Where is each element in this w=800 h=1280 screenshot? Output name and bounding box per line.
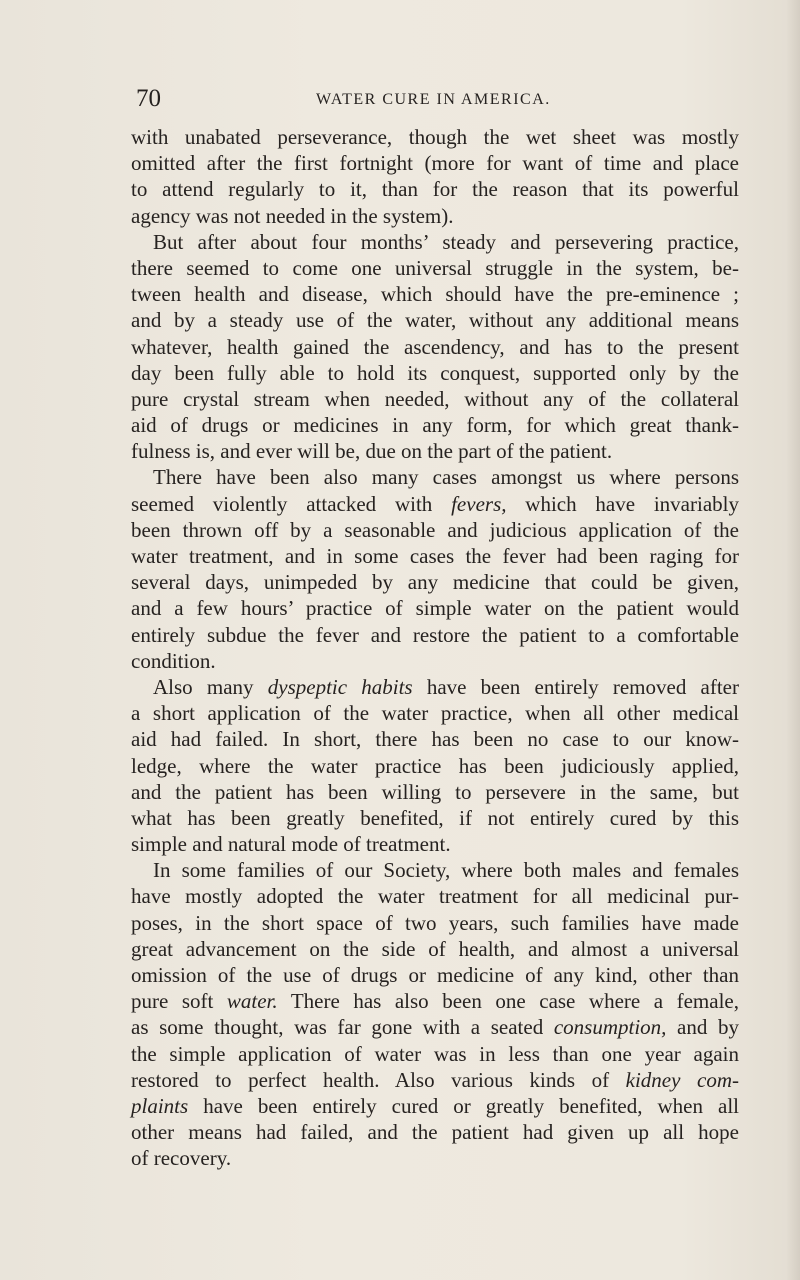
text-line: poses, in the short space of two years, such families have made — [131, 910, 739, 935]
text-line: other means had failed, and the patient had given up all hope — [131, 1120, 739, 1145]
paragraph-start-line: But after about four months’ steady and persevering practice, — [153, 229, 739, 254]
italic-term: plaints — [131, 1093, 189, 1118]
text-line: there seemed to come one universal struggle in the system, be- — [131, 255, 739, 280]
text-line: with unabated perseverance, though the wet sheet was mostly — [131, 125, 739, 149]
page-header — [136, 84, 736, 114]
italic-term: fevers, — [451, 491, 507, 516]
body-text — [131, 124, 739, 1172]
italic-term: water. — [226, 989, 278, 1014]
text-line: and a few hours’ practice of simple water on the patient would — [131, 596, 739, 621]
page-edge-shadow — [786, 0, 800, 1280]
page-number: 70 — [136, 85, 161, 112]
running-head: WATER CURE IN AMERICA. — [316, 91, 551, 108]
text-line: been thrown off by a seasonable and judicious application of the — [131, 517, 739, 542]
text-line: aid had failed. In short, there has been no case to our know- — [131, 727, 739, 752]
text-line: and by a steady use of the water, without any additional means — [131, 308, 739, 333]
text-line: what has been greatly benefited, if not entirely cured by this — [131, 805, 739, 830]
text-line: to attend regularly to it, than for the reason that its powerful — [131, 177, 739, 202]
paragraph-start-line: Also many dyspeptic habits have been entirely removed after — [153, 674, 739, 699]
text-line: pure crystal stream when needed, without any of the collateral — [131, 386, 739, 411]
text-line: several days, unimpeded by any medicine that could be given, — [131, 570, 739, 595]
text-line: aid of drugs or medicines in any form, for which great thank- — [131, 413, 739, 438]
text-line: the simple application of water was in less than one year again — [131, 1041, 739, 1066]
text-line: entirely subdue the fever and restore the patient to a comfortable — [131, 622, 739, 647]
text-line: restored to perfect health. Also various kinds of kidney com- — [131, 1067, 739, 1092]
text-line: great advancement on the side of health, and almost a universal — [131, 936, 739, 961]
paragraph-start-line: In some families of our Society, where both males and females — [153, 858, 739, 883]
text-line: and the patient has been willing to persevere in the same, but — [131, 779, 739, 804]
text-line: pure soft water. There has also been one case where a female, — [131, 989, 739, 1014]
text-line: day been fully able to hold its conquest, supported only by the — [131, 360, 739, 385]
italic-term: dyspeptic habits — [267, 674, 413, 699]
italic-term: consumption, — [553, 1015, 667, 1040]
text-line: water treatment, and in some cases the fever had been raging for — [131, 544, 739, 568]
text-line: fulness is, and ever will be, due on the part of the patient. — [131, 439, 613, 464]
text-line: plaints have been entirely cured or greatly benefited, when all — [131, 1093, 739, 1118]
text-line: tween health and disease, which should have the pre-eminence ; — [131, 282, 739, 307]
italic-term: kidney com- — [625, 1067, 739, 1092]
text-line: agency was not needed in the system). — [131, 203, 454, 228]
text-line: condition. — [131, 648, 216, 673]
paragraph-start-line: There have been also many cases amongst us where persons — [153, 465, 739, 490]
text-line: simple and natural mode of treatment. — [131, 832, 451, 857]
text-line: ledge, where the water practice has been judiciously applied, — [131, 753, 739, 778]
text-line: seemed violently attacked with fevers, which have invariably — [131, 491, 739, 516]
text-line: omitted after the first fortnight (more for want of time and place — [131, 151, 739, 176]
text-line: have mostly adopted the water treatment for all medicinal pur- — [131, 884, 739, 909]
text-line: of recovery. — [131, 1146, 232, 1171]
text-line: as some thought, was far gone with a seated consumption, and by — [131, 1015, 739, 1040]
text-line: omission of the use of drugs or medicine of any kind, other than — [131, 963, 739, 987]
text-line: a short application of the water practice, when all other medical — [131, 701, 739, 726]
text-line: whatever, health gained the ascendency, and has to the present — [131, 334, 739, 359]
